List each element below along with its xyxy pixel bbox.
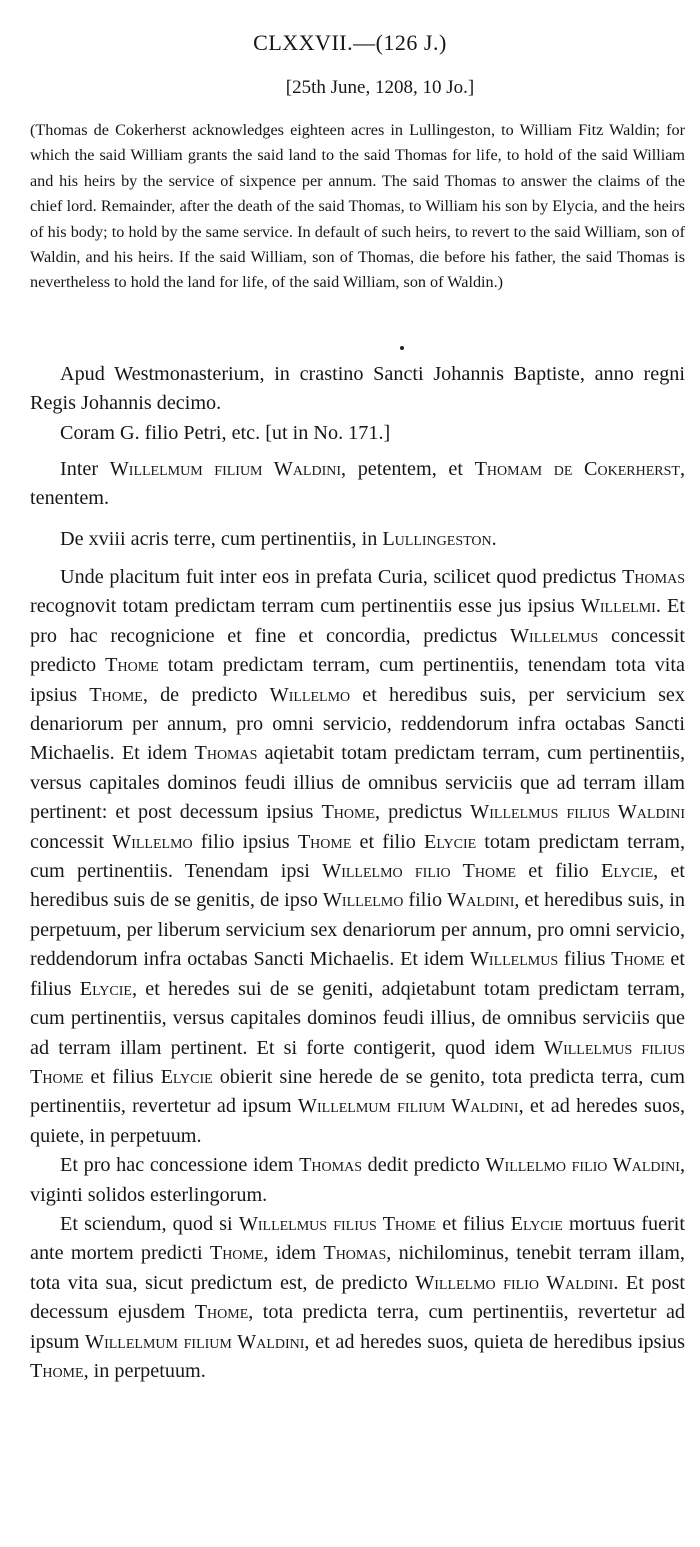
tenant-name: Thomam de Cokerherst xyxy=(474,458,680,480)
stray-ink-mark xyxy=(400,346,404,350)
text-run: et filius xyxy=(30,948,685,1000)
proper-name: Waldini xyxy=(447,889,515,912)
subject-end: . xyxy=(491,528,497,550)
text-run: recognovit totam predictam terram cum pertinentiis esse jus ipsius xyxy=(30,595,581,618)
proper-name: Thome xyxy=(611,948,665,971)
proper-name: Willelmo xyxy=(112,830,193,853)
text-run: concessit xyxy=(30,830,113,853)
proper-name: Willelmo filio Waldini xyxy=(415,1271,614,1294)
text-run: , et ad heredes suos, quiete, in perpetuum. xyxy=(30,1095,686,1147)
text-run: et filius xyxy=(436,1212,511,1235)
proper-name: Thome xyxy=(321,801,376,824)
main-text-block xyxy=(30,563,685,1386)
parties-paragraph xyxy=(30,455,685,514)
english-summary: (Thomas de Cokerherst acknowledges eighteen acres in Lullingeston, to William Fitz Waldin; for which the said William grants the said land to the said Thomas for life, to hold of the said William and his heirs by the service of sixpence per annum. The said Thomas to answer the claims of the chief lord. Remainder, after the death of the said Thomas, to William his son by Elycia, and the heirs of his body; to hold by the same service. In default of such heirs, to revert to the said William, son of Waldin, and his heirs. If the said William, son of Thomas, die before his father, the said Thomas is nevertheless to hold the land for life, of the said William, son of Waldin.) xyxy=(30,121,685,292)
text-run: . Et post decessum ejusdem xyxy=(30,1271,686,1324)
proper-name: Elycie xyxy=(510,1212,563,1235)
text-run: , predictus xyxy=(375,801,471,824)
parties-block xyxy=(30,455,685,514)
text-run: filio ipsius xyxy=(192,830,298,853)
body-paragraph-1 xyxy=(30,563,685,1151)
text-run: , tota predicta terra, cum pertinentiis, revertetur ad ipsum xyxy=(30,1301,686,1353)
text-run: et filius xyxy=(83,1065,161,1088)
place-and-date-block xyxy=(30,360,685,448)
proper-name: Willelmi xyxy=(580,595,656,618)
text-run: obierit sine herede de se genito, tota predicta terra, cum pertinentiis, revertetur ad ipsum xyxy=(30,1065,685,1118)
subject-paragraph xyxy=(30,525,685,554)
body-paragraph-2 xyxy=(30,1151,685,1210)
date-line: [25th June, 1208, 10 Jo.] xyxy=(285,77,475,98)
text-run: totam predictam terram, cum pertinentiis. Tenendam ipsi xyxy=(30,830,685,883)
text-run: . Et pro hac recognicione et fine et concordia, predictus xyxy=(30,595,685,647)
subject-block xyxy=(30,525,685,554)
text-run: , idem xyxy=(263,1242,324,1265)
proper-name: Thome xyxy=(194,1301,249,1324)
text-run: filio xyxy=(403,889,448,912)
proper-name: Thomas xyxy=(299,1154,362,1177)
proper-name: Thome xyxy=(89,683,143,706)
text-run: et heredibus suis, per servicium sex denariorum per annum, pro omni servicio, reddendorum infra octabas Sancti Michaelis. Et idem xyxy=(30,683,685,765)
proper-name: Willelmus filius Thome xyxy=(30,1036,685,1088)
text-run: , et heredes sui de se geniti, adqietabunt totam predictam terram, cum pertinentiis, versus capitales dominos feudi illius, de omnibus serviciis que ad terram illam pertinent. Et si forte contigerit, quod idem xyxy=(30,977,686,1059)
proper-name: Willelmo xyxy=(322,889,404,912)
text-run: Et pro hac concessione idem xyxy=(60,1154,300,1177)
proper-name: Willelmo filio Thome xyxy=(322,860,517,883)
text-run: et filio xyxy=(516,860,601,883)
text-run: dedit predicto xyxy=(361,1154,486,1177)
proper-name: Thomas xyxy=(622,566,685,588)
text-run: , in perpetuum. xyxy=(83,1359,206,1382)
proper-name: Thome xyxy=(297,830,352,853)
proper-name: Willelmum filium Waldini xyxy=(297,1095,519,1118)
proper-name: Elycie xyxy=(601,860,654,883)
text-run: et filio xyxy=(351,830,425,853)
text-run: , et ad heredes suos, quieta de heredibus ipsius xyxy=(304,1330,686,1353)
subject-text: De xviii acris terre, cum pertinentiis, in xyxy=(60,528,383,550)
text-run: concessit predicto xyxy=(30,624,685,677)
proper-name: Willelmum filium Waldini xyxy=(85,1330,305,1353)
text-run: aqietabit totam predictam terram, cum pertinentiis, versus capitales dominos feudi illius de omnibus serviciis que ad terram illam pertinent: et post decessum ipsius xyxy=(30,742,685,824)
text-run: , nichilominus, tenebit terram illam, tota vita sua, sicut predictum est, de predicto xyxy=(30,1242,685,1294)
text-run: , et heredibus suis, in perpetuum, per liberum servicium sex denariorum per annum, pro omni servicio, reddendorum infra octabas Sancti Michaelis. Et idem xyxy=(30,889,685,971)
text-run: , et heredibus suis de se genitis, de ipso xyxy=(30,860,686,912)
proper-name: Thomas xyxy=(323,1242,387,1265)
place-paragraph: Apud Westmonasterium, in crastino Sancti Johannis Baptiste, anno regni Regis Johannis decimo. xyxy=(30,363,685,415)
subject-place: Lullingeston xyxy=(382,528,492,550)
coram-paragraph: Coram G. filio Petri, etc. [ut in No. 171.] xyxy=(60,421,391,444)
text-run: , de predicto xyxy=(142,683,270,706)
proper-name: Willelmus xyxy=(469,948,559,971)
body-paragraph-3 xyxy=(30,1210,685,1386)
proper-name: Elycie xyxy=(79,977,132,1000)
proper-name: Willelmus xyxy=(510,624,599,647)
proper-name: Willelmo xyxy=(269,683,351,706)
text-run: mortuus fuerit ante mortem predicti xyxy=(30,1212,686,1265)
proper-name: Thomas xyxy=(194,742,258,765)
proper-name: Thome xyxy=(105,654,159,677)
charter-number-heading: CLXXVII.—(126 J.) xyxy=(253,30,447,55)
proper-name: Willelmo filio Waldini xyxy=(485,1154,680,1177)
text-run: Unde placitum fuit inter eos in prefata Curia, scilicet quod predictus xyxy=(60,566,623,588)
text-run: Et sciendum, quod si xyxy=(60,1212,239,1235)
proper-name: Elycie xyxy=(424,830,477,853)
text-run: totam predictam terram, cum pertinentiis, tenendam tota vita ipsius xyxy=(30,654,685,706)
proper-name: Willelmus filius Thome xyxy=(238,1212,437,1235)
text-run: filius xyxy=(558,948,612,971)
proper-name: Willelmus filius Waldini xyxy=(470,801,685,824)
parties-inter: Inter xyxy=(60,458,110,480)
proper-name: Thome xyxy=(209,1242,264,1265)
petent-role: , petentem, et xyxy=(341,458,475,480)
proper-name: Elycie xyxy=(160,1065,213,1088)
text-run: , viginti solidos esterlingorum. xyxy=(30,1154,686,1206)
petent-name: Willelmum filium Waldini xyxy=(109,458,342,480)
tenant-role: , tenentem. xyxy=(30,458,685,510)
proper-name: Thome xyxy=(30,1359,84,1382)
